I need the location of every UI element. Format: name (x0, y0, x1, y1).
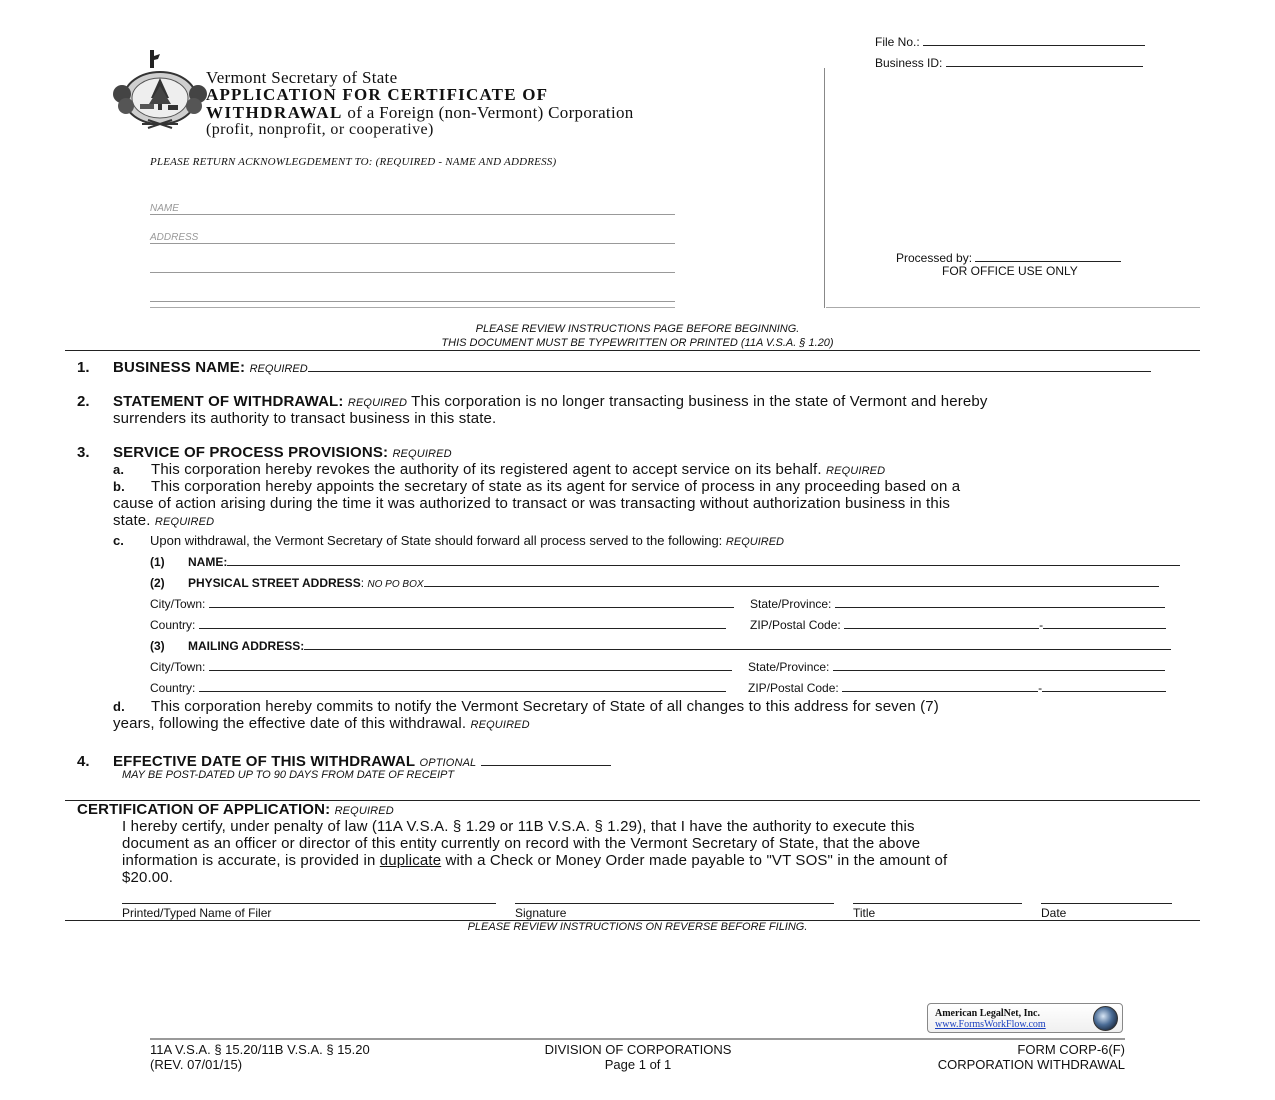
business-name-label: BUSINESS NAME: (113, 359, 246, 376)
provision-a-text: This corporation hereby revokes the authority of its registered agent to accept service on its behalf. (151, 461, 822, 478)
mailing-country-field[interactable] (150, 680, 726, 695)
processed-by-field[interactable] (896, 250, 1121, 265)
footer-left (150, 1042, 370, 1072)
provision-a-letter: a. (113, 462, 125, 477)
file-no-input[interactable] (923, 34, 1145, 46)
provision-a-required: REQUIRED (825, 465, 886, 477)
business-id-label: Business ID: (875, 56, 943, 70)
agent-name-label: NAME: (188, 555, 228, 569)
provision-b-text1: This corporation hereby appoints the secretary of state as its agent for service of process in any proceeding based on a (151, 478, 961, 495)
mailing-address-field[interactable] (150, 638, 1171, 653)
physical-country-label: Country: (150, 618, 196, 632)
mailing-country-label: Country: (150, 681, 196, 695)
effective-date-input[interactable] (481, 754, 611, 766)
footer-form-id: FORM CORP-6(F) (1017, 1042, 1125, 1057)
certification-line3-end: with a Check or Money Order made payable to "VT SOS" in the amount of (441, 852, 948, 869)
physical-zip-ext-input[interactable] (1043, 617, 1166, 629)
mailing-city-label: City/Town: (150, 660, 206, 674)
logo-url-link[interactable]: www.FormsWorkFlow.com (935, 1019, 1046, 1030)
section-1-number: 1. (77, 359, 90, 376)
business-name-required: REQUIRED (249, 363, 308, 375)
certification-line3 (122, 852, 947, 869)
statement-withdrawal-label: STATEMENT OF WITHDRAWAL: (113, 393, 344, 410)
physical-city-field[interactable] (150, 596, 734, 611)
date-label: Date (1041, 906, 1067, 920)
provision-c (113, 533, 784, 548)
section-3-number: 3. (77, 444, 90, 461)
effective-date-label: EFFECTIVE DATE OF THIS WITHDRAWAL (113, 753, 416, 770)
filer-name-input[interactable] (122, 903, 496, 904)
physical-address-colon: : (360, 576, 365, 590)
physical-country-input[interactable] (199, 617, 726, 629)
filer-name-label: Printed/Typed Name of Filer (122, 906, 272, 920)
provision-b-required: REQUIRED (154, 516, 215, 528)
footer-revision: (REV. 07/01/15) (150, 1057, 243, 1072)
logo-company-name: American LegalNet, Inc. (935, 1008, 1040, 1019)
mailing-city-input[interactable] (209, 659, 732, 671)
mailing-zip-input[interactable] (842, 680, 1038, 692)
physical-state-field[interactable] (750, 596, 1165, 611)
physical-city-input[interactable] (209, 596, 734, 608)
return-address-field[interactable] (150, 230, 675, 244)
footer-right (825, 1042, 1125, 1072)
footer-form-name: CORPORATION WITHDRAWAL (937, 1057, 1125, 1072)
mailing-zip-ext-input[interactable] (1042, 680, 1166, 692)
provision-d-letter: d. (113, 699, 125, 714)
physical-zip-input[interactable] (844, 617, 1039, 629)
file-no-field[interactable] (875, 34, 1145, 49)
mailing-country-input[interactable] (199, 680, 726, 692)
return-name-placeholder: NAME (150, 203, 179, 214)
business-name-input[interactable] (308, 360, 1151, 372)
physical-country-field[interactable] (150, 617, 726, 632)
agent-name-field[interactable] (150, 554, 1180, 569)
section-4-number: 4. (77, 753, 90, 770)
file-no-label: File No.: (875, 35, 920, 49)
mailing-address-label: MAILING ADDRESS: (188, 639, 305, 653)
form-title-withdrawal: WITHDRAWAL (206, 103, 343, 122)
provision-c-text: Upon withdrawal, the Vermont Secretary of State should forward all process served to the following: (150, 533, 723, 548)
return-ack-instruction: PLEASE RETURN ACKNOWLEGDEMENT TO: (REQUIRED - NAME AND ADDRESS) (150, 156, 557, 168)
duplicate-emphasis: duplicate (379, 852, 442, 869)
physical-address-input[interactable] (424, 575, 1159, 587)
provision-d-text1: This corporation hereby commits to notify the Vermont Secretary of State of all changes to this address for seven (7) (151, 698, 939, 715)
footer-page-number: Page 1 of 1 (604, 1057, 672, 1072)
physical-city-label: City/Town: (150, 597, 206, 611)
physical-address-field[interactable] (150, 575, 1159, 590)
provision-c-required: REQUIRED (725, 536, 784, 548)
globe-icon (1093, 1006, 1118, 1031)
return-address-line2[interactable] (150, 259, 675, 273)
processed-by-input[interactable] (975, 250, 1121, 262)
typewritten-note: THIS DOCUMENT MUST BE TYPEWRITTEN OR PRINTED (11A V.S.A. § 1.20) (441, 337, 834, 349)
statement-withdrawal-line2: surrenders its authority to transact business in this state. (113, 410, 497, 427)
certification-fee: $20.00. (122, 869, 174, 886)
certification-required: REQUIRED (334, 805, 394, 817)
certification-line1: I hereby certify, under penalty of law (11A V.S.A. § 1.29 or 11B V.S.A. § 1.29), that I have the authority to execute this (122, 818, 915, 835)
physical-address-label: PHYSICAL STREET ADDRESS (188, 576, 361, 590)
physical-address-number: (2) (150, 576, 165, 590)
american-legalnet-logo[interactable] (927, 1003, 1123, 1033)
signature-label: Signature (515, 906, 567, 920)
provision-b-line2: cause of action arising during the time it was authorized to transact or was transacting without authorization business in this (113, 495, 950, 512)
review-instructions-note: PLEASE REVIEW INSTRUCTIONS PAGE BEFORE BEGINNING. (475, 323, 800, 335)
effective-date-optional: OPTIONAL (419, 757, 477, 769)
business-id-field[interactable] (875, 55, 1143, 70)
physical-zip-field[interactable] (750, 617, 1166, 632)
provision-d-text2: years, following the effective date of this withdrawal. (113, 715, 467, 732)
form-title-rest: of a Foreign (non-Vermont) Corporation (342, 103, 634, 122)
agent-name-number: (1) (150, 555, 165, 569)
statement-withdrawal-required: REQUIRED (347, 397, 408, 409)
footer-statute: 11A V.S.A. § 15.20/11B V.S.A. § 15.20 (150, 1042, 370, 1057)
physical-state-input[interactable] (835, 596, 1165, 608)
office-divider (824, 68, 825, 308)
mailing-zip-label: ZIP/Postal Code: (748, 681, 839, 695)
form-title-line1: APPLICATION FOR CERTIFICATE OF (206, 85, 549, 104)
provision-d-line2 (113, 715, 530, 734)
reverse-instructions-note: PLEASE REVIEW INSTRUCTIONS ON REVERSE BEFORE FILING. (467, 921, 808, 933)
business-id-input[interactable] (946, 55, 1143, 67)
return-bottom-rule (150, 307, 675, 308)
statement-withdrawal-text: This corporation is no longer transacting business in the state of Vermont and hereby (407, 393, 988, 410)
processed-by-label: Processed by: (896, 251, 973, 265)
service-process-required: REQUIRED (392, 448, 452, 460)
service-process-label: SERVICE OF PROCESS PROVISIONS: (113, 444, 389, 461)
footer-division: DIVISION OF CORPORATIONS (544, 1042, 732, 1057)
return-address-placeholder: ADDRESS (150, 232, 199, 243)
provision-b-line1 (113, 478, 960, 495)
provision-d-required: REQUIRED (470, 719, 530, 731)
form-title-line2 (206, 103, 634, 123)
vermont-seal-icon (112, 48, 208, 132)
date-input[interactable] (1041, 903, 1172, 904)
section-2-number: 2. (77, 393, 90, 410)
mailing-state-label: State/Province: (748, 660, 830, 674)
provision-c-letter: c. (113, 533, 124, 548)
physical-zip-separator: - (1039, 618, 1044, 632)
business-name-field[interactable] (113, 359, 1151, 377)
mailing-address-input[interactable] (304, 638, 1171, 650)
mailing-zip-field[interactable] (748, 680, 1166, 695)
mailing-state-input[interactable] (833, 659, 1165, 671)
footer-rule (150, 1038, 1125, 1040)
title-label: Title (853, 906, 876, 920)
effective-date-note: MAY BE POST-DATED UP TO 90 DAYS FROM DATE OF RECEIPT (122, 769, 455, 781)
physical-zip-label: ZIP/Postal Code: (750, 618, 841, 632)
section-divider-top (65, 350, 1200, 351)
form-subtitle: (profit, nonprofit, or cooperative) (206, 121, 434, 138)
agent-name-input[interactable] (227, 554, 1180, 566)
title-input[interactable] (853, 903, 1022, 904)
provision-b-text3: state. (113, 512, 151, 529)
physical-address-no-po-box: NO PO BOX (367, 579, 424, 590)
certification-line2: document as an officer or director of this entity currently on record with the Vermont Secretary of State, that the above (122, 835, 921, 852)
provision-d-line1 (113, 698, 939, 715)
certification-line3-start: information is accurate, is provided in (122, 852, 380, 869)
signature-input[interactable] (515, 903, 834, 904)
agency-name: Vermont Secretary of State (206, 68, 398, 87)
mailing-state-field[interactable] (748, 659, 1165, 674)
office-use-only-label: FOR OFFICE USE ONLY (942, 264, 1078, 278)
mailing-zip-separator: - (1038, 681, 1043, 695)
provision-b-letter: b. (113, 479, 125, 494)
mailing-address-number: (3) (150, 639, 165, 653)
footer-center (488, 1042, 788, 1072)
certification-label: CERTIFICATION OF APPLICATION: (77, 801, 331, 818)
physical-state-label: State/Province: (750, 597, 832, 611)
mailing-city-field[interactable] (150, 659, 732, 674)
return-address-line3[interactable] (150, 288, 675, 302)
provision-b-line3 (113, 512, 214, 531)
office-bottom-rule (826, 307, 1200, 308)
return-name-field[interactable] (150, 201, 675, 215)
